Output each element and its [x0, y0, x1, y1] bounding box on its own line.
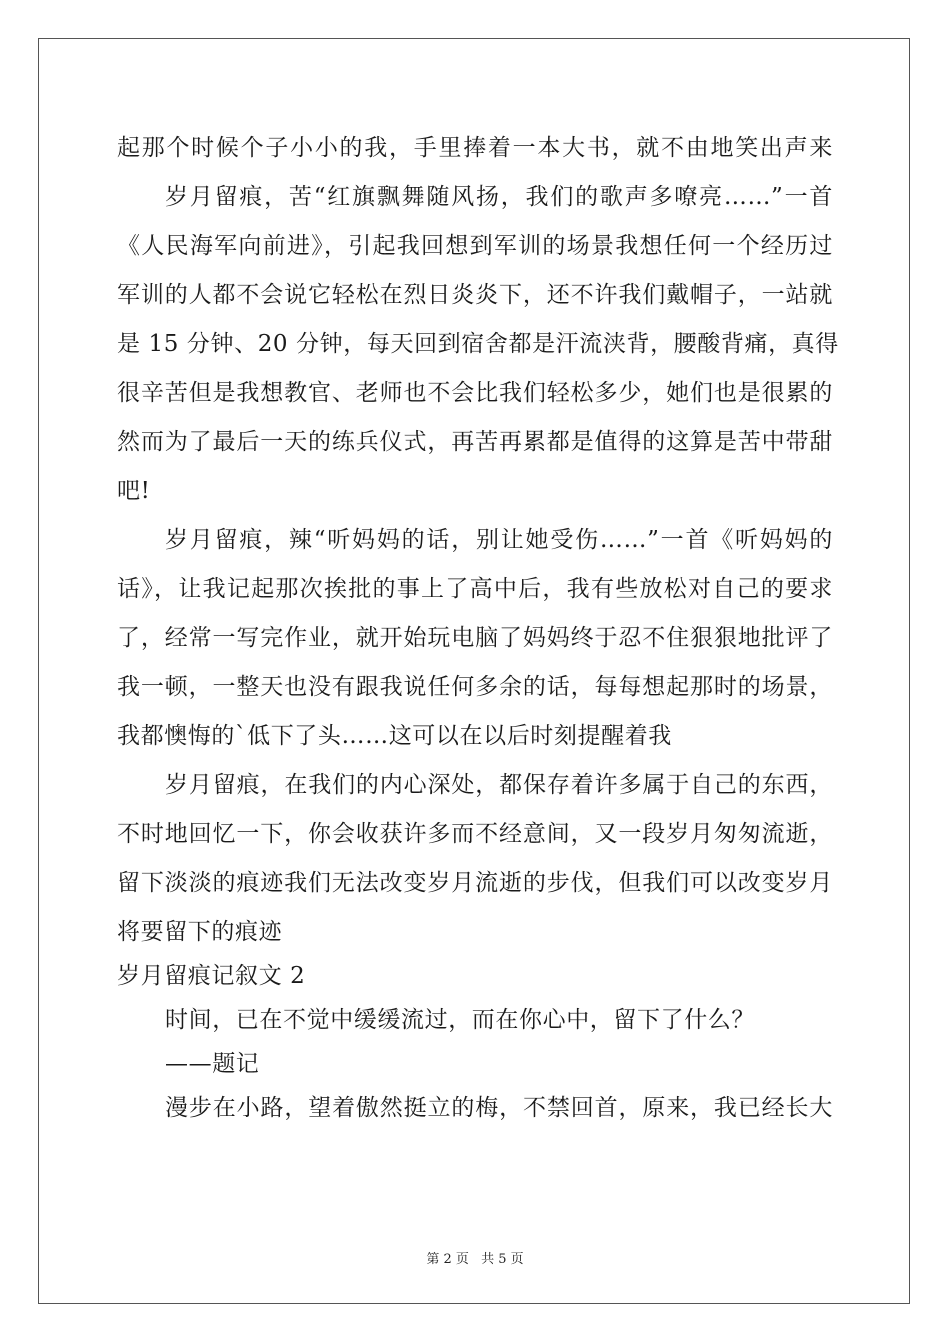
epigraph-line: 时间，已在不觉中缓缓流过，而在你心中，留下了什么？ [165, 1007, 755, 1033]
text-line: 吧! [117, 478, 151, 504]
text-line: 军训的人都不会说它轻松在烈日炎炎下，还不许我们戴帽子，一站就 [117, 282, 833, 308]
text-line: 话》，让我记起那次挨批的事上了高中后，我有些放松对自己的要求 [117, 576, 833, 602]
paragraph-first-line: 岁月留痕，辣“听妈妈的话，别让她受伤……”一首《听妈妈的 [165, 527, 833, 553]
epigraph-attribution: ——题记 [165, 1051, 260, 1077]
page-total: 共 5 页 [481, 1252, 524, 1267]
page-number: 第 2 页 [426, 1252, 469, 1267]
text-line: 我都懊悔的`低下了头……这可以在以后时刻提醒着我 [117, 723, 672, 749]
text-line: 了，经常一写完作业，就开始玩电脑了妈妈终于忍不住狠狠地批评了 [117, 625, 833, 651]
paragraph-first-line: 岁月留痕，苦“红旗飘舞随风扬，我们的歌声多嘹亮……”一首 [165, 184, 833, 210]
text-line: 《人民海军向前进》，引起我回想到军训的场景我想任何一个经历过 [117, 233, 833, 259]
text-line: 很辛苦但是我想教官、老师也不会比我们轻松多少，她们也是很累的 [117, 380, 833, 406]
page-footer [0, 1248, 950, 1267]
text-line: 起那个时候个子小小的我，手里捧着一本大书，就不由地笑出声来 [117, 135, 833, 161]
text-line: 是 15 分钟、20 分钟，每天回到宿舍都是汗流浃背，腰酸背痛，真得 [117, 331, 839, 357]
paragraph-first-line: 漫步在小路，望着傲然挺立的梅，不禁回首，原来，我已经长大 [165, 1095, 833, 1121]
section-heading: 岁月留痕记叙文 2 [117, 963, 306, 989]
text-line: 将要留下的痕迹 [117, 919, 283, 945]
text-line: 然而为了最后一天的练兵仪式，再苦再累都是值得的这算是苦中带甜 [117, 429, 833, 455]
text-line: 我一顿，一整天也没有跟我说任何多余的话，每每想起那时的场景， [117, 674, 833, 700]
text-line: 不时地回忆一下，你会收获许多而不经意间，又一段岁月匆匆流逝， [117, 821, 833, 847]
text-line: 留下淡淡的痕迹我们无法改变岁月流逝的步伐，但我们可以改变岁月 [117, 870, 833, 896]
document-body [117, 128, 839, 1137]
paragraph-first-line: 岁月留痕，在我们的内心深处，都保存着许多属于自己的东西， [165, 772, 833, 798]
